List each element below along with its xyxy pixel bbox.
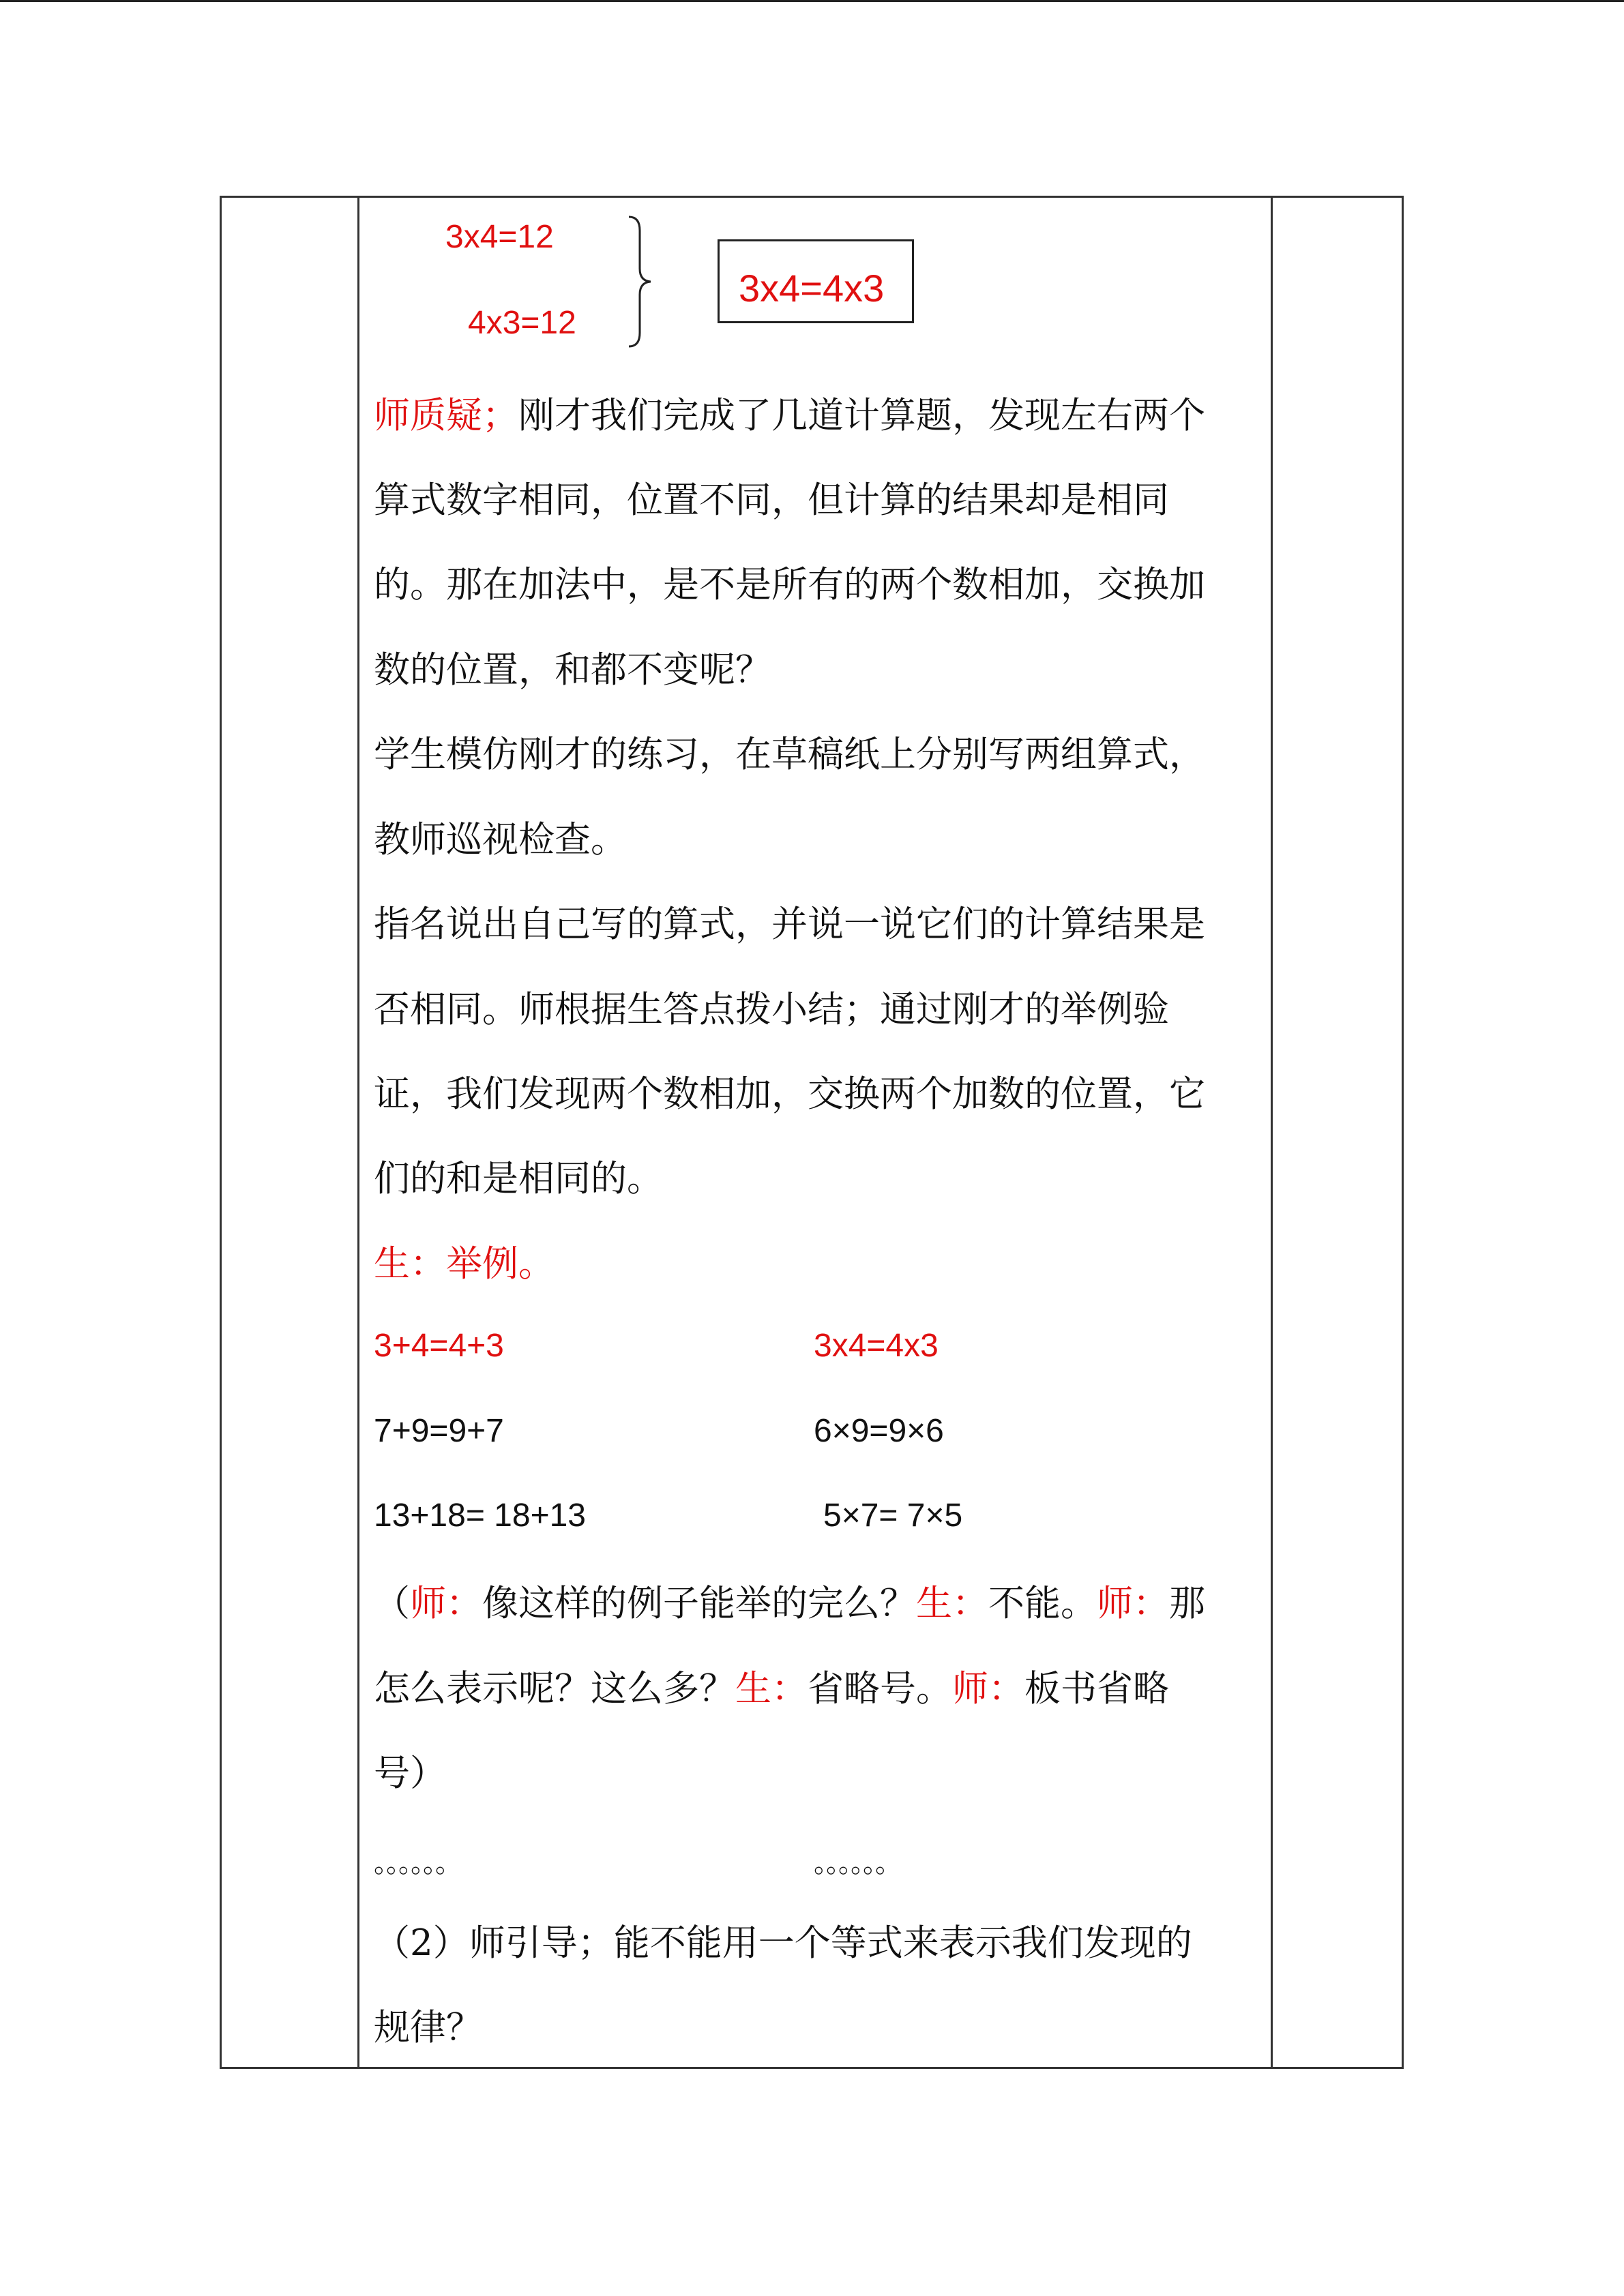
ellipsis-left: 。。。。。。 [374, 1848, 461, 1878]
equation-1: 3x4=12 [445, 219, 554, 255]
boxed-equation [718, 239, 914, 323]
paragraph3-line1: 指名说出自己写的算式，并说一说它们的计算结果是 [374, 904, 1205, 945]
example-right-2: 6×9=9×6 [814, 1413, 944, 1449]
dialogue-line2: 怎么表示呢？这么多？生：省略号。师：板书省略 [374, 1668, 1169, 1710]
example-left-2: 7+9=9+7 [374, 1413, 504, 1449]
curly-brace [626, 215, 653, 348]
page-top-border [0, 0, 1624, 2]
paragraph3-line2: 否相同。师根据生答点拨小结；通过刚才的举例验 [374, 989, 1169, 1030]
paragraph4-line2: 规律？ [374, 2007, 482, 2048]
column-divider-left [357, 196, 359, 2069]
dialogue-line1: （师：像这样的例子能举的完么？生：不能。师：那 [374, 1583, 1205, 1624]
dialogue-line3: 号） [374, 1753, 446, 1794]
column-divider-right [1271, 196, 1273, 2069]
paragraph3-line4: 们的和是相同的。 [374, 1158, 663, 1199]
speaker-teacher-question: 师质疑； [374, 395, 518, 436]
example-left-3: 13+18= 18+13 [374, 1497, 586, 1534]
paragraph3-line3: 证，我们发现两个数相加，交换两个加数的位置，它 [374, 1073, 1205, 1115]
paragraph4-line1: （2）师引导；能不能用一个等式来表示我们发现的 [374, 1922, 1192, 1964]
paragraph1-line4: 数的位置，和都不变呢？ [374, 649, 771, 691]
paragraph1-line3: 的。那在加法中，是不是所有的两个数相加，交换加 [374, 564, 1205, 606]
paragraph2-line1: 学生模仿刚才的练习，在草稿纸上分别写两组算式， [374, 734, 1205, 775]
boxed-equation-text: 3x4=4x3 [739, 267, 885, 310]
paragraph1-line1: 师质疑；刚才我们完成了几道计算题，发现左右两个 [374, 395, 1205, 436]
example-right-3: 5×7= 7×5 [823, 1497, 963, 1534]
student-examples-label: 生：举例。 [374, 1243, 555, 1285]
equation-2: 4x3=12 [468, 305, 576, 341]
example-left-1: 3+4=4+3 [374, 1328, 504, 1364]
paragraph1-line2: 算式数字相同，位置不同，但计算的结果却是相同 [374, 479, 1169, 521]
example-right-1: 3x4=4x3 [814, 1328, 939, 1364]
paragraph2-line2: 教师巡视检查。 [374, 819, 627, 861]
ellipsis-right: 。。。。。。 [814, 1848, 901, 1878]
